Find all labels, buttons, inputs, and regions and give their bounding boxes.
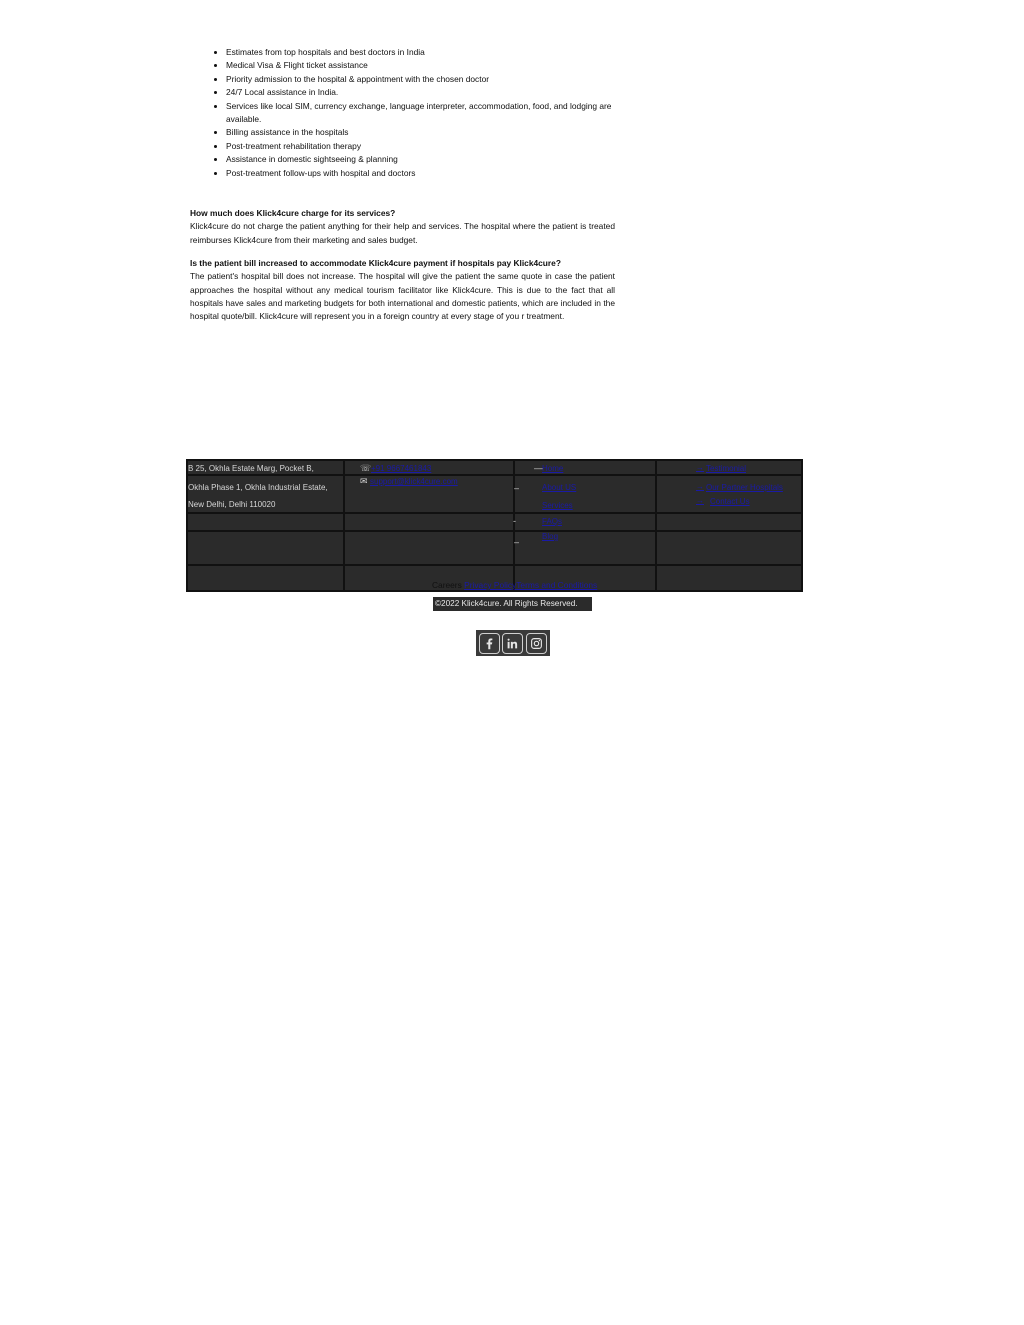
footer-link-home[interactable]: Home <box>542 464 564 473</box>
divider <box>188 512 801 514</box>
footer-link-services[interactable]: Services <box>542 501 573 510</box>
chevron-right-icon: → <box>696 496 704 505</box>
linkedin-icon[interactable] <box>502 633 523 654</box>
email-icon: ✉ <box>360 476 368 486</box>
list-item: • Post-treatment follow-ups with hospital and doctors <box>226 167 636 180</box>
chevron-right-icon: → <box>696 463 704 472</box>
list-item: • Post-treatment rehabilitation therapy <box>226 140 636 153</box>
divider <box>188 564 801 566</box>
list-item: • Medical Visa & Flight ticket assistance <box>226 59 636 72</box>
footer-link-contact[interactable]: Contact Us <box>710 497 750 506</box>
footer-link-faqs[interactable]: FAQs <box>542 517 563 526</box>
bullet-icon: - <box>513 516 516 526</box>
footer-link-blog[interactable]: Blog <box>542 532 559 541</box>
divider <box>343 461 345 590</box>
list-item: • Estimates from top hospitals and best doctors in India <box>226 46 636 59</box>
address-line: New Delhi, Delhi 110020 <box>188 500 276 509</box>
faq-question: Is the patient bill increased to accommodate Klick4cure payment if hospitals pay Klick4cure? <box>190 258 561 268</box>
faq-answer: The patient's hospital bill does not increase. The hospital will give the patient the same quote in case the patient approaches the hospital without any medical tourism facilitator like Klick4cure. This is due to the fact that all hospitals have sales and marketing budgets for both international and domestic patients, which are included in the hospital quote/bill. Klick4cure will represent you in a foreign country at every stage of you r treatment. <box>190 271 615 322</box>
email-link[interactable]: support@klick4cure.com <box>370 477 458 486</box>
bullet-icon: – <box>514 483 520 493</box>
list-item: • Billing assistance in the hospitals <box>226 126 636 139</box>
phone-icon: ☏ <box>360 463 372 473</box>
facebook-icon[interactable] <box>479 633 500 654</box>
copyright-text: ©2022 Klick4cure. All Rights Reserved. <box>433 597 592 611</box>
divider <box>655 461 657 590</box>
footer-link-partner-hospitals[interactable]: Our Partner Hospitals <box>706 483 783 492</box>
faq-question: How much does Klick4cure charge for its services? <box>190 208 396 218</box>
privacy-policy-link[interactable]: Privacy Policy <box>464 580 517 590</box>
instagram-icon[interactable] <box>526 633 547 654</box>
list-item: • Priority admission to the hospital & appointment with the chosen doctor <box>226 73 636 86</box>
list-item: • Assistance in domestic sightseeing & planning <box>226 153 636 166</box>
bullet-icon: – <box>514 537 520 547</box>
faq-item <box>190 257 615 323</box>
careers-link[interactable]: Careers <box>432 580 462 590</box>
bullet-icon: — <box>534 463 543 473</box>
services-list <box>210 46 636 180</box>
footer-link-about[interactable]: About US <box>542 483 577 492</box>
address-line: Okhla Phase 1, Okhla Industrial Estate, <box>188 483 328 492</box>
divider <box>188 530 801 532</box>
phone-link[interactable]: +91 9667461843 <box>371 464 432 473</box>
footer-table <box>186 459 803 592</box>
terms-link[interactable]: Terms and Conditions <box>516 580 598 590</box>
footer-link-testimonial[interactable]: Testimonial <box>706 464 747 473</box>
faq-answer: Klick4cure do not charge the patient anything for their help and services. The hospital where the patient is treated reimburses Klick4cure from their marketing and sales budget. <box>190 221 615 245</box>
list-item: • Services like local SIM, currency exchange, language interpreter, accommodation, food, and lodging are available. <box>226 100 636 127</box>
social-links <box>476 630 550 656</box>
chevron-right-icon: → <box>696 482 704 491</box>
divider <box>188 474 801 476</box>
faq-item <box>190 207 615 247</box>
address-line: B 25, Okhla Estate Marg, Pocket B, <box>188 464 314 473</box>
footer-legal-links <box>432 580 597 590</box>
list-item: • 24/7 Local assistance in India. <box>226 86 636 99</box>
